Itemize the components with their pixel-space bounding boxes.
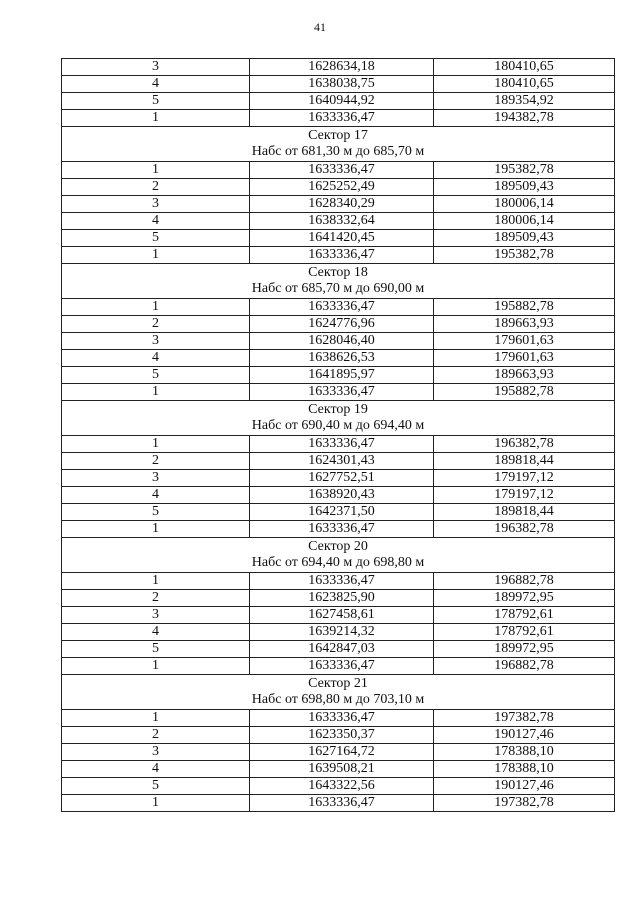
- y-coordinate-cell: 189663,93: [434, 367, 615, 384]
- x-coordinate-cell: 1638332,64: [250, 213, 434, 230]
- x-coordinate-cell: 1633336,47: [250, 658, 434, 675]
- point-number-cell: 3: [62, 744, 250, 761]
- table-row: [62, 316, 615, 333]
- table-row: [62, 436, 615, 453]
- x-coordinate-cell: 1638038,75: [250, 76, 434, 93]
- x-coordinate-cell: 1633336,47: [250, 710, 434, 727]
- table-row: [62, 504, 615, 521]
- y-coordinate-cell: 196382,78: [434, 521, 615, 538]
- table-row: [62, 453, 615, 470]
- table-row: [62, 607, 615, 624]
- coordinates-table-body: [62, 59, 615, 812]
- point-number-cell: 1: [62, 521, 250, 538]
- y-coordinate-cell: 180410,65: [434, 59, 615, 76]
- table-row: [62, 384, 615, 401]
- x-coordinate-cell: 1633336,47: [250, 162, 434, 179]
- point-number-cell: 2: [62, 453, 250, 470]
- x-coordinate-cell: 1638626,53: [250, 350, 434, 367]
- point-number-cell: 1: [62, 658, 250, 675]
- sector-title: Сектор 20: [308, 539, 368, 554]
- sector-header-cell: [62, 264, 615, 299]
- point-number-cell: 5: [62, 641, 250, 658]
- sector-height-range: Набс от 690,40 м до 694,40 м: [251, 418, 425, 433]
- sector-header-row: [62, 538, 615, 573]
- y-coordinate-cell: 189818,44: [434, 504, 615, 521]
- table-row: [62, 213, 615, 230]
- y-coordinate-cell: 178388,10: [434, 744, 615, 761]
- y-coordinate-cell: 189818,44: [434, 453, 615, 470]
- point-number-cell: 4: [62, 213, 250, 230]
- sector-height-range: Набс от 681,30 м до 685,70 м: [251, 144, 425, 159]
- x-coordinate-cell: 1633336,47: [250, 299, 434, 316]
- y-coordinate-cell: 178792,61: [434, 624, 615, 641]
- x-coordinate-cell: 1639214,32: [250, 624, 434, 641]
- point-number-cell: 5: [62, 778, 250, 795]
- y-coordinate-cell: 195382,78: [434, 247, 615, 264]
- point-number-cell: 3: [62, 59, 250, 76]
- point-number-cell: 1: [62, 110, 250, 127]
- y-coordinate-cell: 194382,78: [434, 110, 615, 127]
- sector-header-row: [62, 675, 615, 710]
- x-coordinate-cell: 1633336,47: [250, 110, 434, 127]
- table-row: [62, 93, 615, 110]
- sector-header-cell: [62, 401, 615, 436]
- point-number-cell: 1: [62, 795, 250, 812]
- x-coordinate-cell: 1642847,03: [250, 641, 434, 658]
- y-coordinate-cell: 180006,14: [434, 196, 615, 213]
- table-row: [62, 761, 615, 778]
- point-number-cell: 4: [62, 487, 250, 504]
- y-coordinate-cell: 195882,78: [434, 299, 615, 316]
- y-coordinate-cell: 179197,12: [434, 470, 615, 487]
- point-number-cell: 1: [62, 384, 250, 401]
- table-row: [62, 710, 615, 727]
- x-coordinate-cell: 1641895,97: [250, 367, 434, 384]
- y-coordinate-cell: 178388,10: [434, 761, 615, 778]
- y-coordinate-cell: 197382,78: [434, 795, 615, 812]
- x-coordinate-cell: 1623825,90: [250, 590, 434, 607]
- x-coordinate-cell: 1624776,96: [250, 316, 434, 333]
- y-coordinate-cell: 189972,95: [434, 590, 615, 607]
- sector-height-range: Набс от 694,40 м до 698,80 м: [251, 555, 425, 570]
- table-row: [62, 487, 615, 504]
- y-coordinate-cell: 180410,65: [434, 76, 615, 93]
- y-coordinate-cell: 189663,93: [434, 316, 615, 333]
- table-row: [62, 247, 615, 264]
- point-number-cell: 3: [62, 196, 250, 213]
- table-row: [62, 350, 615, 367]
- point-number-cell: 1: [62, 710, 250, 727]
- y-coordinate-cell: 190127,46: [434, 727, 615, 744]
- sector-header-cell: [62, 127, 615, 162]
- x-coordinate-cell: 1641420,45: [250, 230, 434, 247]
- point-number-cell: 3: [62, 333, 250, 350]
- table-row: [62, 521, 615, 538]
- x-coordinate-cell: 1639508,21: [250, 761, 434, 778]
- y-coordinate-cell: 189509,43: [434, 230, 615, 247]
- y-coordinate-cell: 179601,63: [434, 333, 615, 350]
- table-row: [62, 179, 615, 196]
- x-coordinate-cell: 1624301,43: [250, 453, 434, 470]
- point-number-cell: 4: [62, 761, 250, 778]
- table-row: [62, 727, 615, 744]
- sector-title: Сектор 19: [308, 402, 368, 417]
- sector-height-range: Набс от 698,80 м до 703,10 м: [251, 692, 425, 707]
- y-coordinate-cell: 179197,12: [434, 487, 615, 504]
- x-coordinate-cell: 1642371,50: [250, 504, 434, 521]
- y-coordinate-cell: 178792,61: [434, 607, 615, 624]
- table-row: [62, 196, 615, 213]
- y-coordinate-cell: 196882,78: [434, 573, 615, 590]
- y-coordinate-cell: 196382,78: [434, 436, 615, 453]
- table-row: [62, 641, 615, 658]
- x-coordinate-cell: 1627458,61: [250, 607, 434, 624]
- sector-header-row: [62, 401, 615, 436]
- table-row: [62, 795, 615, 812]
- x-coordinate-cell: 1628340,29: [250, 196, 434, 213]
- y-coordinate-cell: 180006,14: [434, 213, 615, 230]
- table-row: [62, 333, 615, 350]
- sector-title: Сектор 18: [308, 265, 368, 280]
- coordinates-table: [61, 58, 615, 812]
- table-row: [62, 624, 615, 641]
- point-number-cell: 3: [62, 470, 250, 487]
- point-number-cell: 1: [62, 247, 250, 264]
- table-row: [62, 367, 615, 384]
- table-row: [62, 573, 615, 590]
- point-number-cell: 5: [62, 504, 250, 521]
- table-row: [62, 744, 615, 761]
- point-number-cell: 4: [62, 350, 250, 367]
- sector-height-range: Набс от 685,70 м до 690,00 м: [251, 281, 425, 296]
- point-number-cell: 5: [62, 230, 250, 247]
- table-row: [62, 470, 615, 487]
- point-number-cell: 2: [62, 179, 250, 196]
- point-number-cell: 5: [62, 93, 250, 110]
- y-coordinate-cell: 179601,63: [434, 350, 615, 367]
- table-row: [62, 162, 615, 179]
- y-coordinate-cell: 197382,78: [434, 710, 615, 727]
- point-number-cell: 5: [62, 367, 250, 384]
- point-number-cell: 2: [62, 727, 250, 744]
- table-row: [62, 658, 615, 675]
- point-number-cell: 1: [62, 436, 250, 453]
- table-row: [62, 230, 615, 247]
- table-row: [62, 59, 615, 76]
- x-coordinate-cell: 1633336,47: [250, 436, 434, 453]
- x-coordinate-cell: 1625252,49: [250, 179, 434, 196]
- table-row: [62, 110, 615, 127]
- table-row: [62, 590, 615, 607]
- point-number-cell: 1: [62, 162, 250, 179]
- y-coordinate-cell: 195882,78: [434, 384, 615, 401]
- x-coordinate-cell: 1633336,47: [250, 247, 434, 264]
- y-coordinate-cell: 195382,78: [434, 162, 615, 179]
- y-coordinate-cell: 189354,92: [434, 93, 615, 110]
- x-coordinate-cell: 1628046,40: [250, 333, 434, 350]
- table-row: [62, 778, 615, 795]
- sector-header-row: [62, 127, 615, 162]
- y-coordinate-cell: 196882,78: [434, 658, 615, 675]
- point-number-cell: 3: [62, 607, 250, 624]
- x-coordinate-cell: 1627752,51: [250, 470, 434, 487]
- sector-title: Сектор 21: [308, 676, 368, 691]
- y-coordinate-cell: 190127,46: [434, 778, 615, 795]
- page-number: 41: [314, 20, 326, 34]
- point-number-cell: 4: [62, 624, 250, 641]
- table-row: [62, 299, 615, 316]
- table-row: [62, 76, 615, 93]
- x-coordinate-cell: 1633336,47: [250, 384, 434, 401]
- point-number-cell: 1: [62, 573, 250, 590]
- x-coordinate-cell: 1638920,43: [250, 487, 434, 504]
- point-number-cell: 1: [62, 299, 250, 316]
- x-coordinate-cell: 1623350,37: [250, 727, 434, 744]
- point-number-cell: 4: [62, 76, 250, 93]
- x-coordinate-cell: 1633336,47: [250, 521, 434, 538]
- sector-title: Сектор 17: [308, 128, 368, 143]
- x-coordinate-cell: 1643322,56: [250, 778, 434, 795]
- x-coordinate-cell: 1627164,72: [250, 744, 434, 761]
- y-coordinate-cell: 189509,43: [434, 179, 615, 196]
- x-coordinate-cell: 1633336,47: [250, 573, 434, 590]
- x-coordinate-cell: 1640944,92: [250, 93, 434, 110]
- x-coordinate-cell: 1633336,47: [250, 795, 434, 812]
- x-coordinate-cell: 1628634,18: [250, 59, 434, 76]
- sector-header-row: [62, 264, 615, 299]
- sector-header-cell: [62, 675, 615, 710]
- point-number-cell: 2: [62, 316, 250, 333]
- sector-header-cell: [62, 538, 615, 573]
- y-coordinate-cell: 189972,95: [434, 641, 615, 658]
- point-number-cell: 2: [62, 590, 250, 607]
